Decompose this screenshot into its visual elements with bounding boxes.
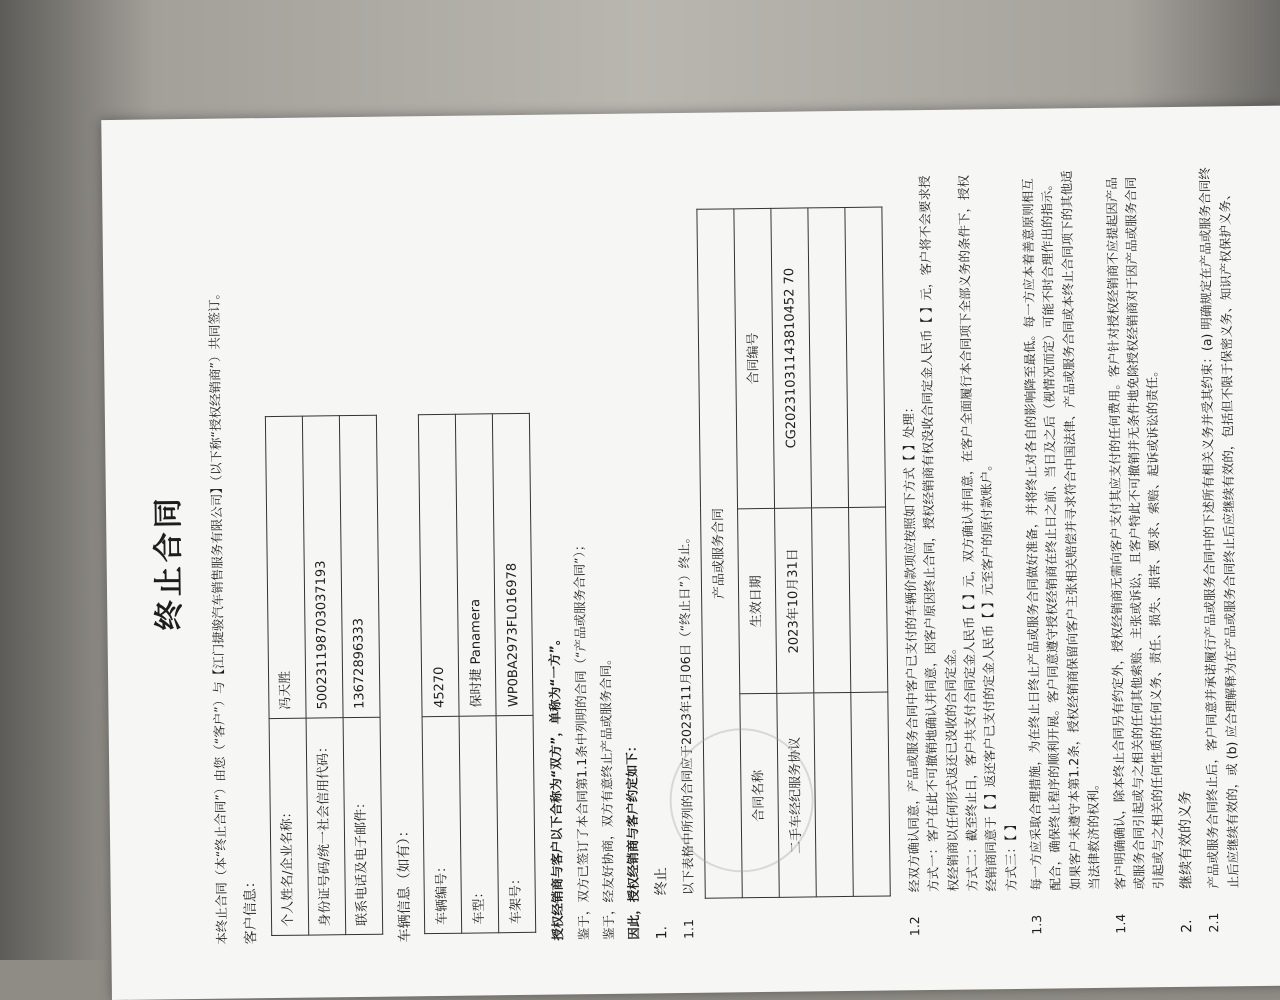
table-cell [814,693,853,897]
clause-1-3 [1018,168,1105,935]
column-header: 合同编号 [734,208,775,508]
clause-1-2 [896,169,1022,936]
table-cell-key: 车架号： [496,715,536,932]
table-row [339,415,382,934]
clause-2-1 [1195,166,1243,932]
clause-number: 1.4 [1112,913,1128,934]
clause-number: 2.1 [1206,912,1222,933]
parties-paragraph: 授权经销商与客户以下合称为“双方”，单称为“一方”。 [546,632,566,941]
table-cell-key: 个人姓名/企业名称： [269,718,309,935]
table-cell [811,507,850,693]
table-cell: 二手车经纪服务协议 [777,693,816,897]
therefore-paragraph: 因此，授权经销商与客户约定如下： [624,739,642,940]
table-cell-value: 13672896333 [339,415,380,717]
column-header: 生效日期 [737,508,776,694]
clause-text: 产品或服务合同终止后，客户同意并承诺履行产品或服务合同中的下述所有相关义务并受其约束：(a) 明确规定在产品或服务合同终止后应继续有效的，或 (b) 应合理解释为在产品或服务合同终止后应继续有效的，包括但不限于保密义务、知识产权保护义务、 [1197,167,1241,889]
table-cell [845,207,886,507]
customer-info-table [264,415,382,936]
clause-text: 每一方应采取合理措施，为在终止日终止产品或服务合同做好准备，并将终止对各自的影响降至最低。每一方应本着善意原则相互配合，确保终止程序的顺利开展。客户同意遵守授权经销商在终止日之前、当日及之后（视情况而定）可能不时合理作出的指示。如果客户未遵守本第1.2条，授权经销商保留向客户主张相关赔偿并寻求符合中国法律、产品或服务合同或本终止合同项下的其他适当法律救济的权利。 [1020,170,1102,891]
table-row [302,416,345,935]
vehicle-section-label: 车辆信息（如有）： [395,823,413,943]
table-row [419,414,462,933]
table-row [265,416,308,935]
table-row [493,413,536,932]
document-page [101,106,1280,1000]
table-row [456,414,499,933]
clause-text: 经双方确认同意，产品或服务合同中客户已支付的车辆价款项应按照如下方式【 】处理： [900,400,922,893]
section-2-heading [1168,167,1199,933]
clause-number: 1.1 [681,918,697,940]
clause-text: 以下表格中所列的合同应于2023年11月06日（“终止日”）终止。 [676,530,697,896]
table-cell-key: 车型： [459,716,499,933]
clause-option-2: 方式二：截至终止日，客户共支付合同定金人民币【 】元，双方确认并同意，在客户全面履行本合同项下全部义务的条件下，授权经销商同意于【 】返还客户已支付的定金人民币【 】元至客户的原付款账户。 [955,174,1000,892]
clause-text: 客户明确确认，除本终止合同另有约定外，授权经销商无需向客户支付其应支付的任何费用。客户针对授权经销商不应提起因产品或服务合同引起或与之相关的任何其他索赔、主张或诉讼，且客户特此不可撤销并无条件地免除授权经销商对于因产品或服务合同引起或与之相关的任何性质的任何义务、责任、损失、损害、要求、索赔、起诉或诉讼的责任。 [1103,176,1167,890]
table-cell: CG20231031143810452 70 [771,208,812,508]
table-cell [851,692,890,896]
vehicle-info-table [418,413,536,934]
table-cell-value: 保时捷 Panamera [456,414,497,716]
clause-number: 1.3 [1029,914,1045,935]
clause-1-4 [1101,167,1168,934]
table-cell-key: 身份证号码/统一社会信用代码： [306,718,346,935]
table-cell-key: 车辆编号： [422,716,462,933]
clause-option-1: 方式一：客户在此不可撤销地确认并同意，因客户原因终止合同，授权经销商有权没收合同定金人民币【 】元，客户将不会要求授权经销商以任何形式返还已没收的合同定金。 [917,175,961,893]
section-title: 继续有效的义务 [1177,790,1195,889]
column-header: 合同名称 [740,694,779,898]
section-title: 终止 [653,867,670,896]
table-cell [808,207,849,507]
clause-body [896,169,1021,892]
table-cell-value: 冯天胜 [265,416,306,718]
clause-number: 1.2 [906,916,923,937]
document-title: 终止合同 [150,494,188,631]
table-cell-value: 45270 [419,414,460,716]
customer-section-label: 客户信息： [242,874,260,945]
contract-table-caption: 产品或服务合同 [697,209,742,898]
table-cell-key: 联系电话及电子邮件： [343,717,383,934]
table-cell-value: WP0BA2973FL016978 [493,413,534,715]
section-1-heading [643,173,674,939]
table-row [845,207,890,896]
section-number: 1. [653,925,671,940]
table-cell [848,507,887,693]
clause-option-3: 方式三：【 】 [1002,818,1019,892]
whereas-paragraph-2: 鉴于，经友好协商，双方有意终止产品或服务合同。 [597,652,617,941]
whereas-paragraph-1: 鉴于，双方已签订了本合同第1.1条中列明的合同（“产品或服务合同”）； [571,538,591,941]
table-cell: 2023年10月31日 [774,508,813,694]
table-cell-value: 500231198703037193 [302,416,343,718]
section-number: 2. [1178,919,1195,933]
intro-paragraph: 本终止合同（本“终止合同”）由您（“客户”）与【江门捷骏汽车销售服务有限公司】（以下称“授权经销商”）共同签订。 [205,287,229,945]
